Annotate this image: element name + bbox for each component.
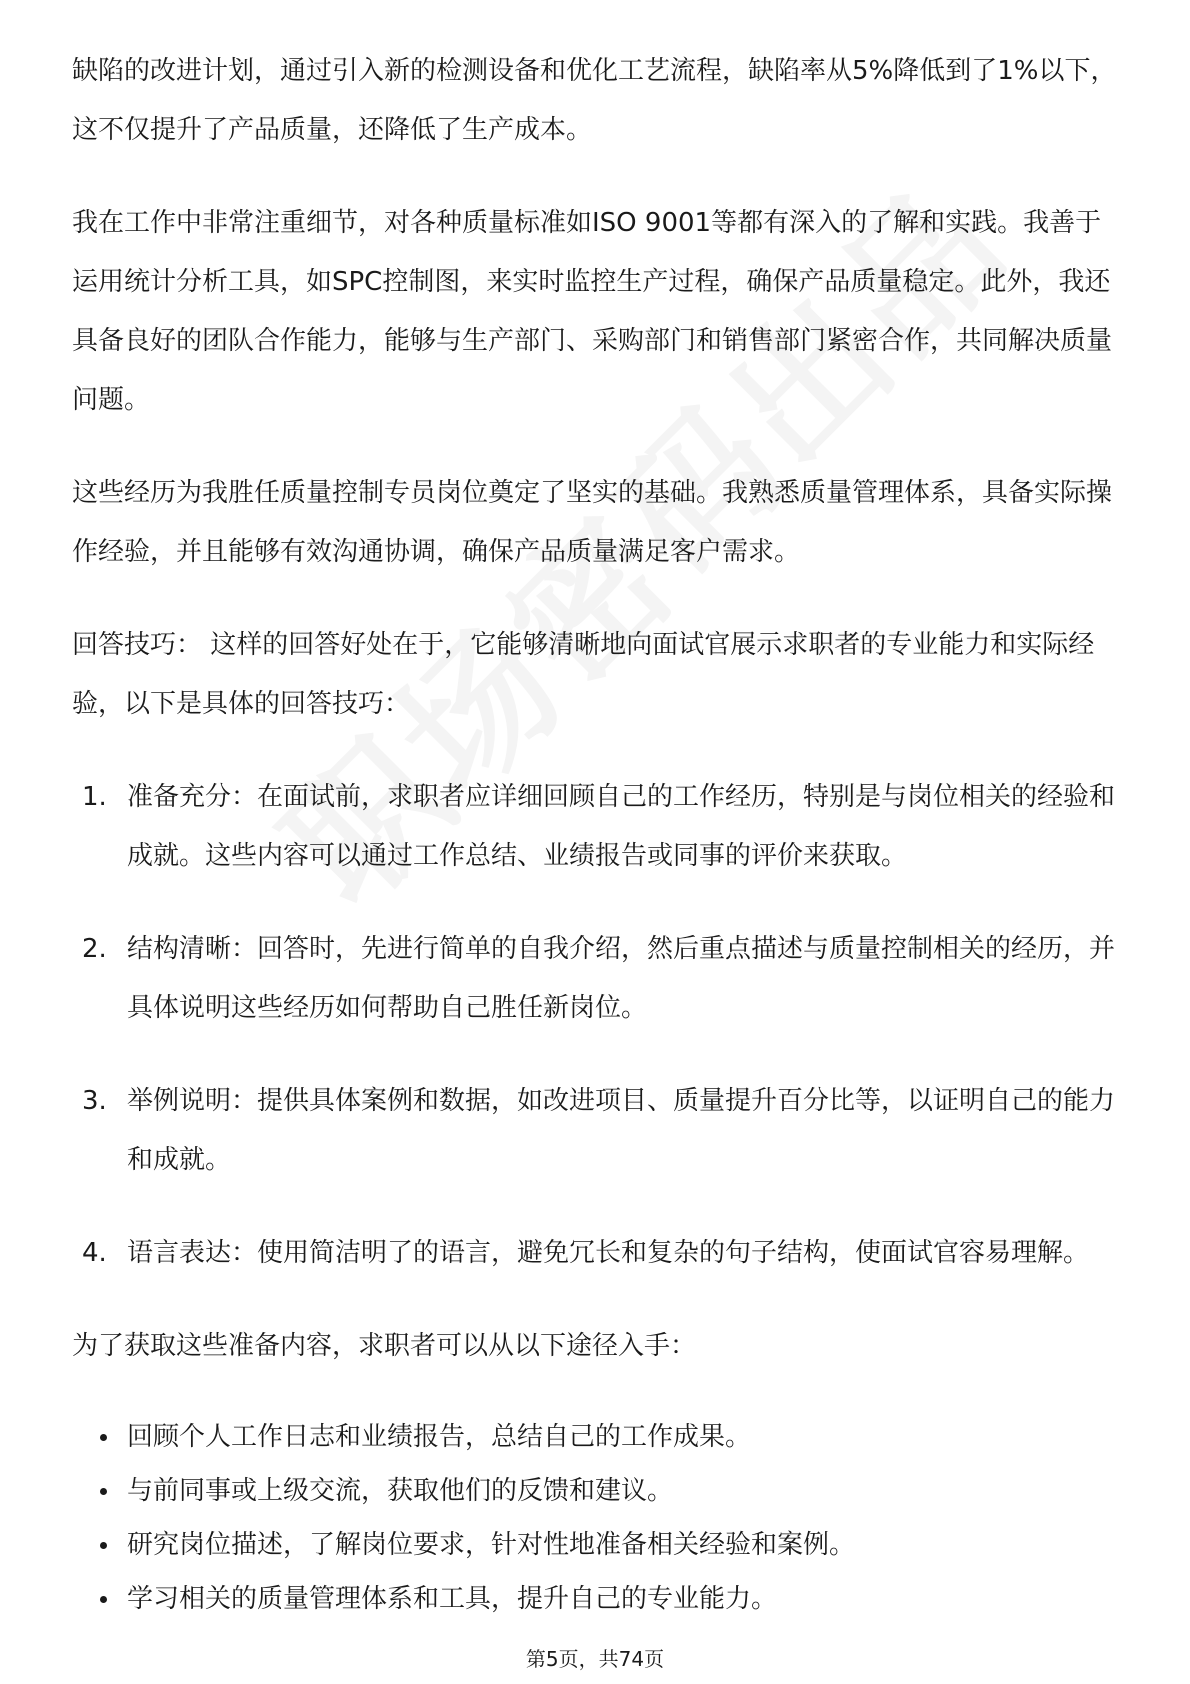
document-body <box>72 42 1122 1626</box>
bullet-item <box>72 1572 1122 1626</box>
list-item <box>72 920 1122 1038</box>
paragraph-foundation: 这些经历为我胜任质量控制专员岗位奠定了坚实的基础。我熟悉质量管理体系，具备实际操作经验，并且能够有效沟通协调，确保产品质量满足客户需求。 <box>72 478 1113 567</box>
paragraph-detail: 我在工作中非常注重细节，对各种质量标准如ISO 9001等都有深入的了解和实践。我善于运用统计分析工具，如SPC控制图，来实时监控生产过程，确保产品质量稳定。此外，我还具备良好的团队合作能力，能够与生产部门、采购部门和销售部门紧密合作，共同解决质量问题。 <box>72 208 1113 415</box>
list-item-text: 举例说明：提供具体案例和数据，如改进项目、质量提升百分比等，以证明自己的能力和成就。 <box>127 1086 1116 1175</box>
bullet-icon <box>100 1596 107 1603</box>
ways-list <box>72 1410 1122 1626</box>
tips-list <box>72 768 1122 1283</box>
bullet-icon <box>100 1488 107 1495</box>
bullet-item <box>72 1410 1122 1464</box>
list-item-text: 语言表达：使用简洁明了的语言，避免冗长和复杂的句子结构，使面试官容易理解。 <box>127 1238 1090 1268</box>
bullet-item <box>72 1518 1122 1572</box>
bullet-icon <box>100 1542 107 1549</box>
paragraph-answer-tips: 回答技巧： 这样的回答好处在于，它能够清晰地向面试官展示求职者的专业能力和实际经验，以下是具体的回答技巧： <box>72 630 1095 719</box>
list-item <box>72 768 1122 886</box>
bullet-item-text: 研究岗位描述，了解岗位要求，针对性地准备相关经验和案例。 <box>127 1530 856 1560</box>
bullet-item <box>72 1464 1122 1518</box>
page-footer: 第5页，共74页 <box>525 1647 665 1671</box>
list-item-text: 结构清晰：回答时，先进行简单的自我介绍，然后重点描述与质量控制相关的经历，并具体说明这些经历如何帮助自己胜任新岗位。 <box>127 934 1116 1023</box>
list-item <box>72 1072 1122 1190</box>
bullet-icon <box>100 1434 107 1441</box>
list-number: 4. <box>82 1238 107 1268</box>
list-number: 2. <box>82 934 107 964</box>
list-item-text: 准备充分：在面试前，求职者应详细回顾自己的工作经历，特别是与岗位相关的经验和成就。这些内容可以通过工作总结、业绩报告或同事的评价来获取。 <box>127 782 1116 871</box>
paragraph-improvement: 缺陷的改进计划，通过引入新的检测设备和优化工艺流程，缺陷率从5%降低到了1%以下，这不仅提升了产品质量，还降低了生产成本。 <box>72 56 1117 145</box>
list-item <box>72 1224 1122 1283</box>
bullet-item-text: 与前同事或上级交流，获取他们的反馈和建议。 <box>127 1476 674 1506</box>
list-number: 1. <box>82 782 107 812</box>
list-number: 3. <box>82 1086 107 1116</box>
bullet-item-text: 学习相关的质量管理体系和工具，提升自己的专业能力。 <box>127 1584 778 1614</box>
paragraph-ways-intro: 为了获取这些准备内容，求职者可以从以下途径入手： <box>72 1331 697 1361</box>
bullet-item-text: 回顾个人工作日志和业绩报告，总结自己的工作成果。 <box>127 1422 752 1452</box>
